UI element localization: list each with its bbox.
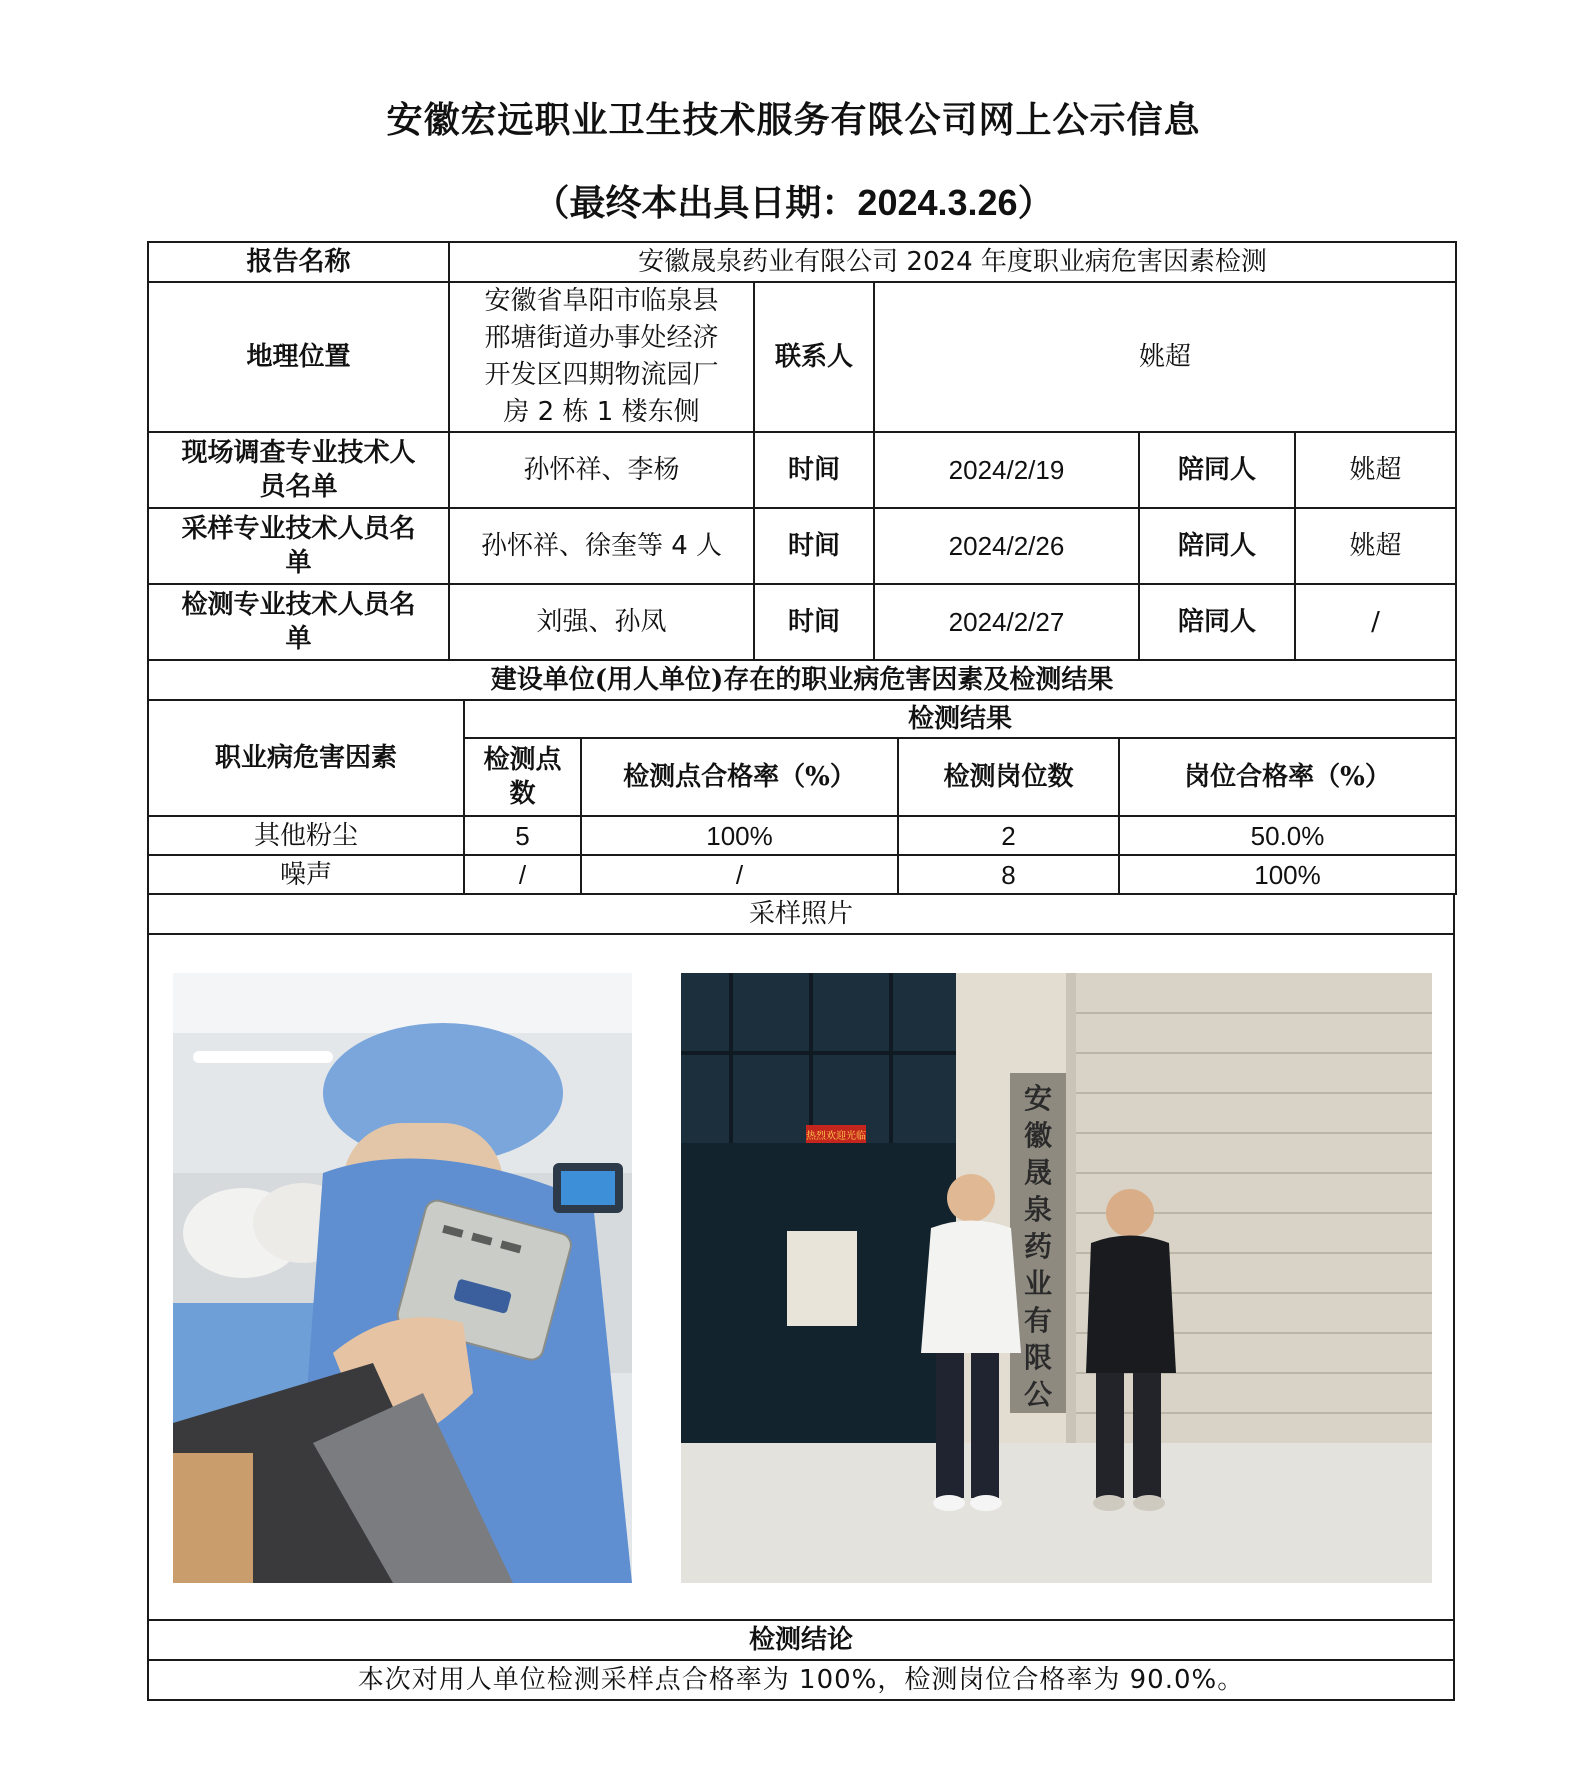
survey-staff-row <box>148 432 1456 508</box>
issue-date-prefix: （最终本出具日期： <box>533 182 858 224</box>
testing-staff-row <box>148 584 1456 660</box>
point-rate-cell: 100% <box>581 816 898 855</box>
welcome-banner-text: 热烈欢迎光临 <box>806 1131 866 1142</box>
post-rate-cell: 100% <box>1119 855 1456 894</box>
contact-value: 姚超 <box>874 282 1456 432</box>
sampling-staff-label: 采样专业技术人员名单 <box>148 508 449 584</box>
points-cell: 5 <box>464 816 581 855</box>
results-header: 检测结果 <box>464 700 1456 738</box>
sampling-companion-label: 陪同人 <box>1139 508 1295 584</box>
sampling-time-value: 2024/2/26 <box>874 508 1139 584</box>
sampling-time-label: 时间 <box>754 508 874 584</box>
survey-time-value: 2024/2/19 <box>874 432 1139 508</box>
survey-companion-value: 姚超 <box>1295 432 1456 508</box>
location-label: 地理位置 <box>148 282 449 432</box>
testing-companion-value: / <box>1295 584 1456 660</box>
conclusion-text: 本次对用人单位检测采样点合格率为 100%，检测岗位合格率为 90.0%。 <box>148 1660 1454 1700</box>
factor-header: 职业病危害因素 <box>148 700 464 816</box>
testing-staff-label: 检测专业技术人员名单 <box>148 584 449 660</box>
conclusion-section-title: 检测结论 <box>148 1620 1454 1660</box>
posts-cell: 8 <box>898 855 1119 894</box>
noise-meter-scene <box>173 973 632 1583</box>
issue-date-value: 2024.3.26 <box>857 182 1018 223</box>
col-posts-header: 检测岗位数 <box>898 738 1119 816</box>
results-table <box>147 659 1457 895</box>
col-points-header: 检测点数 <box>464 738 581 816</box>
factor-cell: 其他粉尘 <box>148 816 464 855</box>
testing-time-value: 2024/2/27 <box>874 584 1139 660</box>
testing-staff-names: 刘强、孙凤 <box>449 584 754 660</box>
survey-companion-label: 陪同人 <box>1139 432 1295 508</box>
results-section-title: 建设单位(用人单位)存在的职业病危害因素及检测结果 <box>148 660 1456 700</box>
sampling-photo-noise-meter <box>173 973 632 1583</box>
post-rate-cell: 50.0% <box>1119 816 1456 855</box>
sampling-staff-names: 孙怀祥、徐奎等 4 人 <box>449 508 754 584</box>
sampling-staff-row <box>148 508 1456 584</box>
points-cell: / <box>464 855 581 894</box>
survey-time-label: 时间 <box>754 432 874 508</box>
table-row <box>148 855 1456 894</box>
photos-table <box>147 893 1455 1701</box>
survey-staff-names: 孙怀祥、李杨 <box>449 432 754 508</box>
testing-companion-label: 陪同人 <box>1139 584 1295 660</box>
photos-section-title: 采样照片 <box>148 894 1454 934</box>
factor-cell: 噪声 <box>148 855 464 894</box>
issue-date-suffix: ） <box>1017 182 1054 224</box>
company-sign: 安徽晟泉药业有限公 <box>1023 1082 1053 1411</box>
table-row <box>148 816 1456 855</box>
issue-date <box>0 175 1587 226</box>
testing-time-label: 时间 <box>754 584 874 660</box>
info-table <box>147 241 1457 661</box>
sampling-companion-value: 姚超 <box>1295 508 1456 584</box>
col-post-rate-header: 岗位合格率（%） <box>1119 738 1456 816</box>
report-name-value: 安徽晟泉药业有限公司 2024 年度职业病危害因素检测 <box>449 242 1456 282</box>
sampling-photos <box>149 935 1453 1619</box>
sampling-photo-company-gate <box>681 973 1432 1583</box>
page-title: 安徽宏远职业卫生技术服务有限公司网上公示信息 <box>386 99 1201 141</box>
posts-cell: 2 <box>898 816 1119 855</box>
location-value: 安徽省阜阳市临泉县邢塘街道办事处经济开发区四期物流园厂房 2 栋 1 楼东侧 <box>449 282 754 432</box>
col-point-rate-header: 检测点合格率（%） <box>581 738 898 816</box>
company-gate-scene <box>681 973 1432 1583</box>
survey-staff-label: 现场调查专业技术人员名单 <box>148 432 449 508</box>
report-sheet <box>147 241 1455 1701</box>
point-rate-cell: / <box>581 855 898 894</box>
report-name-label: 报告名称 <box>148 242 449 282</box>
contact-label: 联系人 <box>754 282 874 432</box>
